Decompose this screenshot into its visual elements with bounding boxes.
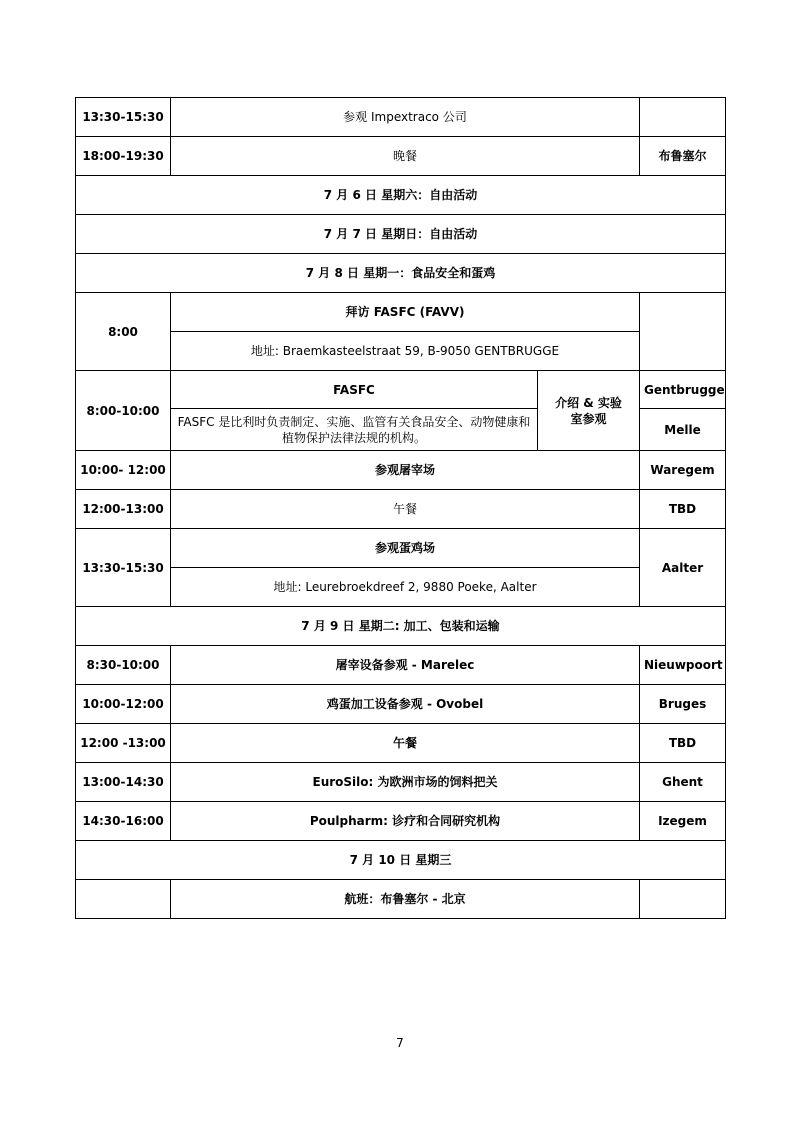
address-cell: 地址: Braemkasteelstraat 59, B-9050 GENTBRUGGE (171, 332, 640, 371)
activity-cell: 参观蛋鸡场 (171, 529, 640, 568)
table-row (76, 646, 726, 685)
table-row (76, 371, 726, 409)
time-cell: 14:30-16:00 (76, 802, 171, 841)
day-header-row (76, 607, 726, 646)
day-header-row (76, 215, 726, 254)
activity-cell: 参观 Impextraco 公司 (171, 98, 640, 137)
location-cell: 布鲁塞尔 (640, 137, 726, 176)
day-header: 7 月 10 日 星期三 (76, 841, 726, 880)
activity-cell: FASFC (171, 371, 538, 409)
table-row (76, 685, 726, 724)
table-row (76, 529, 726, 568)
activity-type-cell: 介绍 & 实验室参观 (538, 371, 640, 451)
activity-cell: 午餐 (171, 490, 640, 529)
time-cell: 8:00 (76, 293, 171, 371)
activity-cell: EuroSilo: 为欧洲市场的饲料把关 (171, 763, 640, 802)
table-row (76, 332, 726, 371)
location-cell (640, 98, 726, 137)
address-cell: 地址: Leurebroekdreef 2, 9880 Poeke, Aalter (171, 568, 640, 607)
location-cell: Melle (640, 409, 726, 451)
day-header: 7 月 6 日 星期六：自由活动 (76, 176, 726, 215)
schedule-sheet (75, 97, 725, 919)
time-cell: 13:30-15:30 (76, 98, 171, 137)
activity-cell: 晚餐 (171, 137, 640, 176)
location-cell: Ghent (640, 763, 726, 802)
day-header: 7 月 7 日 星期日：自由活动 (76, 215, 726, 254)
time-cell: 18:00-19:30 (76, 137, 171, 176)
location-cell: TBD (640, 724, 726, 763)
time-cell: 13:30-15:30 (76, 529, 171, 607)
day-header-row (76, 254, 726, 293)
time-cell: 8:30-10:00 (76, 646, 171, 685)
time-cell: 12:00 -13:00 (76, 724, 171, 763)
day-header: 7 月 8 日 星期一：食品安全和蛋鸡 (76, 254, 726, 293)
time-cell: 10:00- 12:00 (76, 451, 171, 490)
activity-cell: Poulpharm: 诊疗和合同研究机构 (171, 802, 640, 841)
location-cell (640, 293, 726, 371)
location-cell: Aalter (640, 529, 726, 607)
location-cell: Nieuwpoort (640, 646, 726, 685)
table-row (76, 137, 726, 176)
time-cell: 13:00-14:30 (76, 763, 171, 802)
location-cell (640, 880, 726, 919)
day-header: 7 月 9 日 星期二: 加工、包装和运输 (76, 607, 726, 646)
page-number: 7 (396, 1036, 404, 1050)
schedule-table (75, 97, 726, 919)
table-row (76, 293, 726, 332)
location-cell: Gentbrugge (640, 371, 726, 409)
table-row (76, 880, 726, 919)
activity-cell: 午餐 (171, 724, 640, 763)
day-header-row (76, 176, 726, 215)
location-cell: Waregem (640, 451, 726, 490)
activity-cell: 拜访 FASFC (FAVV) (171, 293, 640, 332)
table-row (76, 490, 726, 529)
location-cell: TBD (640, 490, 726, 529)
time-cell: 12:00-13:00 (76, 490, 171, 529)
activity-cell: 鸡蛋加工设备参观 - Ovobel (171, 685, 640, 724)
time-cell (76, 880, 171, 919)
activity-cell: 航班：布鲁塞尔 - 北京 (171, 880, 640, 919)
time-cell: 8:00-10:00 (76, 371, 171, 451)
activity-cell: 屠宰设备参观 - Marelec (171, 646, 640, 685)
table-row (76, 763, 726, 802)
time-cell: 10:00-12:00 (76, 685, 171, 724)
table-row (76, 724, 726, 763)
table-row (76, 98, 726, 137)
location-cell: Izegem (640, 802, 726, 841)
activity-cell: 参观屠宰场 (171, 451, 640, 490)
table-row (76, 568, 726, 607)
location-cell: Bruges (640, 685, 726, 724)
table-row (76, 451, 726, 490)
day-header-row (76, 841, 726, 880)
description-cell: FASFC 是比利时负责制定、实施、监管有关食品安全、动物健康和植物保护法律法规的机构。 (171, 409, 538, 451)
table-row (76, 802, 726, 841)
